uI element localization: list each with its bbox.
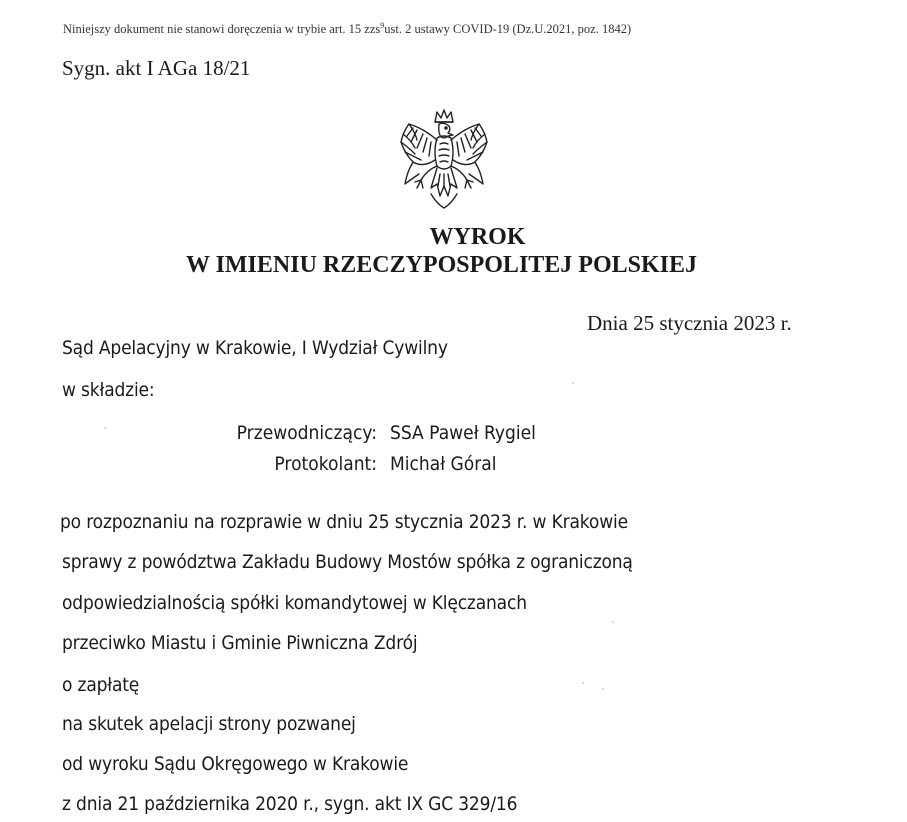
judgment-title: WYROK (429, 224, 526, 250)
composition-role: Przewodniczący: (236, 422, 377, 444)
composition-role: Protokolant: (274, 453, 377, 475)
notice-superscript: 9 (380, 20, 385, 30)
notice-suffix: ust. 2 ustawy COVID-19 (Dz.U.2021, poz. 1842) (384, 22, 632, 36)
composition-name: SSA Paweł Rygiel (390, 422, 536, 444)
court-name: Sąd Apelacyjny w Krakowie, I Wydział Cywilny (62, 337, 448, 359)
body-line: o zapłatę (62, 674, 140, 696)
scan-speck (612, 621, 614, 623)
judgment-date: Dnia 25 stycznia 2023 r. (587, 311, 792, 335)
body-line: przeciwko Miastu i Gminie Piwniczna Zdrój (62, 632, 418, 654)
body-line: od wyroku Sądu Okręgowego w Krakowie (62, 753, 409, 775)
body-line: na skutek apelacji strony pozwanej (62, 713, 356, 735)
body-line: odpowiedzialnością spółki komandytowej w Klęczanach (62, 592, 527, 614)
body-line: sprawy z powództwa Zakładu Budowy Mostów spółka z ograniczoną (62, 551, 633, 573)
body-line: po rozpoznaniu na rozprawie w dniu 25 stycznia 2023 r. w Krakowie (60, 511, 628, 533)
notice-prefix: Niniejszy dokument nie stanowi doręczenia w trybie art. 15 zzs (63, 22, 381, 36)
scan-speck (582, 682, 584, 684)
service-notice (63, 22, 631, 37)
scan-speck (104, 427, 106, 429)
judgment-subtitle: W IMIENIU RZECZYPOSPOLITEJ POLSKIEJ (186, 252, 697, 278)
case-number: Sygn. akt I AGa 18/21 (62, 56, 251, 80)
polish-eagle-emblem-icon (393, 108, 495, 214)
composition-name: Michał Góral (390, 453, 497, 475)
body-line: z dnia 21 października 2020 r., sygn. akt IX GC 329/16 (62, 793, 518, 815)
scan-speck (602, 688, 604, 690)
scan-speck (572, 382, 574, 384)
composition-intro: w składzie: (62, 379, 155, 401)
